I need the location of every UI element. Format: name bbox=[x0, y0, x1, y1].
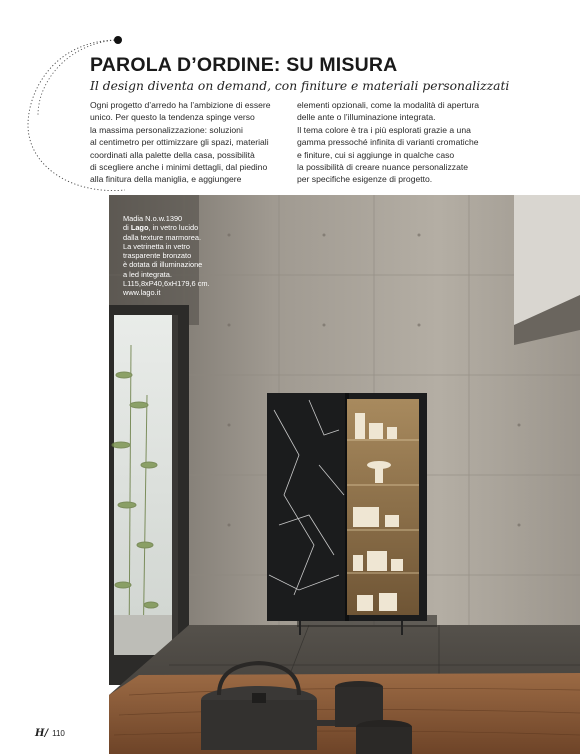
body-line: di scegliere anche i minimi dettagli, dal piedino bbox=[90, 162, 268, 173]
body-line: elementi opzionali, come la modalità di apertura bbox=[297, 100, 480, 110]
body-line: coordinati alla palette della casa, possibilità bbox=[90, 149, 255, 160]
body-column-left bbox=[90, 99, 290, 186]
body-line: la possibilità di creare nuance personalizzate bbox=[297, 162, 469, 173]
body-line: gamma pressoché infinita di varianti cromatiche bbox=[297, 137, 479, 148]
magazine-logo: H/ bbox=[35, 728, 49, 739]
page-number: 110 bbox=[52, 729, 65, 738]
body-line: e finiture, cui si aggiunge in qualche caso bbox=[297, 149, 455, 160]
caption-line: a led integrata. bbox=[123, 269, 172, 279]
body-line: unico. Per questo la tendenza spinge verso bbox=[90, 112, 255, 123]
caption-line: è dotata di illuminazione bbox=[123, 260, 203, 270]
caption-text: , in vetro lucido bbox=[148, 223, 199, 233]
article-title: PAROLA D’ORDINE: SU MISURA bbox=[90, 54, 398, 76]
body-line: Ogni progetto d’arredo ha l’ambizione di essere bbox=[90, 100, 271, 110]
caption-line: La vetrinetta in vetro bbox=[123, 241, 190, 251]
caption-line bbox=[123, 223, 263, 232]
caption-line: dalla texture marmorea. bbox=[123, 232, 202, 242]
caption-line: Madia N.o.w.1390 bbox=[123, 214, 183, 223]
caption-line: www.lago.it bbox=[123, 288, 161, 298]
caption-line: trasparente bronzato bbox=[123, 251, 192, 261]
page-folio bbox=[35, 728, 65, 739]
body-line: la massima personalizzazione: soluzioni bbox=[90, 124, 243, 135]
caption-text: di bbox=[123, 223, 131, 233]
body-line: Il tema colore è tra i più esplorati grazie a una bbox=[297, 124, 471, 135]
body-line: per specifiche esigenze di progetto. bbox=[297, 174, 433, 185]
caption-brand: Lago bbox=[130, 223, 149, 233]
photo-caption bbox=[123, 214, 263, 298]
article-subtitle: Il design diventa on demand, con finiture e materiali personalizzati bbox=[90, 79, 510, 93]
body-line: delle ante o l’illuminazione integrata. bbox=[297, 112, 436, 123]
body-line: al centimetro per ottimizzare gli spazi, materiali bbox=[90, 137, 269, 148]
body-column-right bbox=[297, 99, 497, 186]
caption-line: L115,8xP40,6xH179,6 cm. bbox=[123, 279, 210, 289]
body-line: alla finitura della maniglia, e aggiungere bbox=[90, 174, 242, 185]
